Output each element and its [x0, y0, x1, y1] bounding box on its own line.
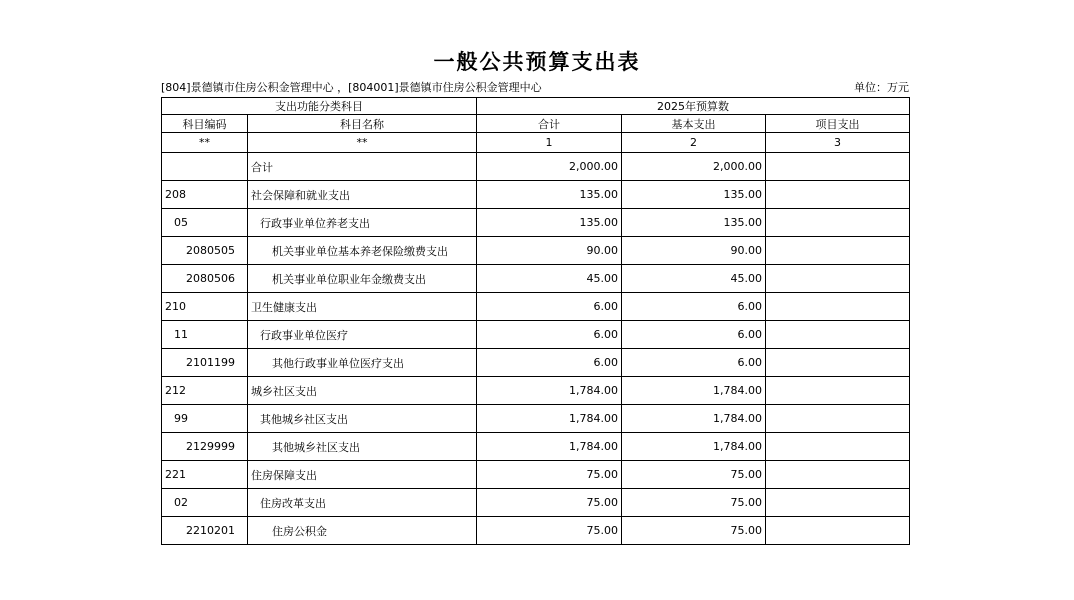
header-subject-code: 科目编码: [162, 115, 248, 133]
table-row: [162, 265, 910, 293]
table-row: [162, 517, 910, 545]
basic-expenditure-cell: 75.00: [622, 461, 766, 489]
subject-code-cell: 02: [162, 489, 248, 517]
project-expenditure-cell: [766, 321, 910, 349]
header-index-row: [162, 133, 910, 153]
project-expenditure-cell: [766, 405, 910, 433]
unit-organization: [804]景德镇市住房公积金管理中心 ，[804001]景德镇市住房公积金管理中心: [161, 81, 542, 94]
index-basic: 2: [622, 133, 766, 153]
subject-code-cell: 221: [162, 461, 248, 489]
total-cell: 75.00: [477, 489, 622, 517]
index-name: **: [248, 133, 477, 153]
total-cell: 135.00: [477, 209, 622, 237]
table-row: [162, 461, 910, 489]
table-row: [162, 153, 910, 181]
header-function-classification: 支出功能分类科目: [162, 98, 477, 115]
unit-label: 单位：万元: [854, 81, 909, 94]
page-title: 一般公共预算支出表: [433, 49, 641, 74]
project-expenditure-cell: [766, 377, 910, 405]
subject-name-cell: 住房改革支出: [248, 489, 477, 517]
subject-name-cell: 机关事业单位职业年金缴费支出: [248, 265, 477, 293]
project-expenditure-cell: [766, 293, 910, 321]
table-row: [162, 349, 910, 377]
subject-name-cell: 行政事业单位医疗: [248, 321, 477, 349]
total-cell: 6.00: [477, 293, 622, 321]
subject-code-cell: 2080505: [162, 237, 248, 265]
header-subject-name: 科目名称: [248, 115, 477, 133]
basic-expenditure-cell: 75.00: [622, 517, 766, 545]
index-total: 1: [477, 133, 622, 153]
total-cell: 75.00: [477, 517, 622, 545]
subject-code-cell: 11: [162, 321, 248, 349]
total-cell: 6.00: [477, 349, 622, 377]
total-cell: 1,784.00: [477, 405, 622, 433]
subject-name-cell: 住房保障支出: [248, 461, 477, 489]
header-column-row: [162, 115, 910, 133]
project-expenditure-cell: [766, 237, 910, 265]
budget-table: [161, 97, 910, 545]
basic-expenditure-cell: 1,784.00: [622, 433, 766, 461]
subject-name-cell: 卫生健康支出: [248, 293, 477, 321]
subject-code-cell: 2129999: [162, 433, 248, 461]
table-row: [162, 433, 910, 461]
subject-code-cell: 05: [162, 209, 248, 237]
header-basic-expenditure: 基本支出: [622, 115, 766, 133]
subject-name-cell: 其他行政事业单位医疗支出: [248, 349, 477, 377]
basic-expenditure-cell: 1,784.00: [622, 377, 766, 405]
project-expenditure-cell: [766, 433, 910, 461]
project-expenditure-cell: [766, 209, 910, 237]
table-row: [162, 181, 910, 209]
budget-table-body: [162, 98, 910, 545]
subject-code-cell: [162, 153, 248, 181]
header-group-row: [162, 98, 910, 115]
total-cell: 6.00: [477, 321, 622, 349]
subject-code-cell: 212: [162, 377, 248, 405]
header-project-expenditure: 项目支出: [766, 115, 910, 133]
table-row: [162, 405, 910, 433]
table-row: [162, 377, 910, 405]
total-cell: 1,784.00: [477, 433, 622, 461]
subject-name-cell: 城乡社区支出: [248, 377, 477, 405]
index-project: 3: [766, 133, 910, 153]
header-total: 合计: [477, 115, 622, 133]
basic-expenditure-cell: 6.00: [622, 349, 766, 377]
project-expenditure-cell: [766, 349, 910, 377]
total-cell: 1,784.00: [477, 377, 622, 405]
basic-expenditure-cell: 1,784.00: [622, 405, 766, 433]
project-expenditure-cell: [766, 265, 910, 293]
header-budget-year: 2025年预算数: [477, 98, 910, 115]
subject-code-cell: 208: [162, 181, 248, 209]
project-expenditure-cell: [766, 461, 910, 489]
basic-expenditure-cell: 135.00: [622, 181, 766, 209]
table-row: [162, 321, 910, 349]
total-cell: 2,000.00: [477, 153, 622, 181]
subject-name-cell: 其他城乡社区支出: [248, 433, 477, 461]
project-expenditure-cell: [766, 153, 910, 181]
project-expenditure-cell: [766, 181, 910, 209]
subject-name-cell: 合计: [248, 153, 477, 181]
total-cell: 90.00: [477, 237, 622, 265]
basic-expenditure-cell: 90.00: [622, 237, 766, 265]
total-cell: 135.00: [477, 181, 622, 209]
subject-code-cell: 2101199: [162, 349, 248, 377]
basic-expenditure-cell: 45.00: [622, 265, 766, 293]
subject-name-cell: 住房公积金: [248, 517, 477, 545]
total-cell: 45.00: [477, 265, 622, 293]
basic-expenditure-cell: 75.00: [622, 489, 766, 517]
table-row: [162, 489, 910, 517]
basic-expenditure-cell: 6.00: [622, 293, 766, 321]
subject-code-cell: 2080506: [162, 265, 248, 293]
project-expenditure-cell: [766, 517, 910, 545]
subject-code-cell: 210: [162, 293, 248, 321]
table-row: [162, 209, 910, 237]
index-code: **: [162, 133, 248, 153]
subject-code-cell: 99: [162, 405, 248, 433]
subject-name-cell: 行政事业单位养老支出: [248, 209, 477, 237]
basic-expenditure-cell: 2,000.00: [622, 153, 766, 181]
basic-expenditure-cell: 6.00: [622, 321, 766, 349]
table-row: [162, 237, 910, 265]
basic-expenditure-cell: 135.00: [622, 209, 766, 237]
subject-name-cell: 其他城乡社区支出: [248, 405, 477, 433]
subject-name-cell: 社会保障和就业支出: [248, 181, 477, 209]
subject-name-cell: 机关事业单位基本养老保险缴费支出: [248, 237, 477, 265]
total-cell: 75.00: [477, 461, 622, 489]
subject-code-cell: 2210201: [162, 517, 248, 545]
project-expenditure-cell: [766, 489, 910, 517]
table-row: [162, 293, 910, 321]
